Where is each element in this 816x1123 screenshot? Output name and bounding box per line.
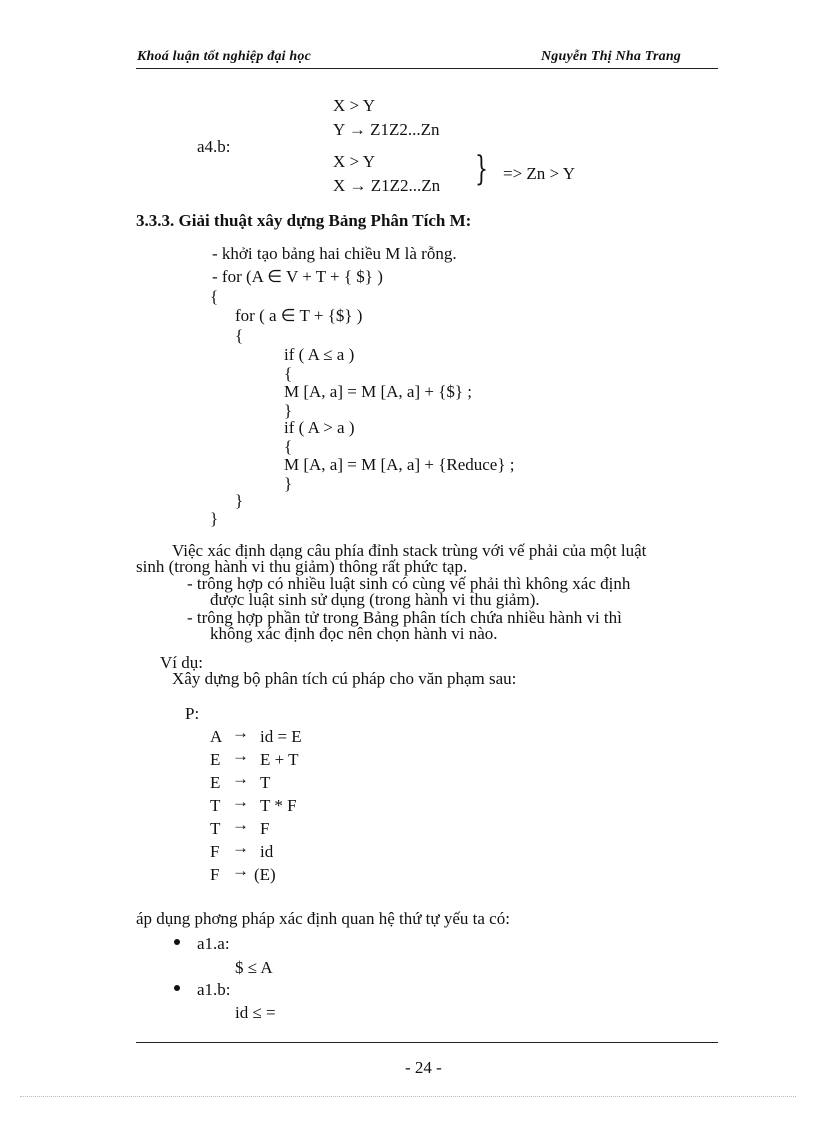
algo-line: M [A, a] = M [A, a] + {Reduce} ; bbox=[284, 455, 515, 474]
rule-rhs: E + T bbox=[260, 750, 299, 769]
rule-rhs: id = E bbox=[260, 727, 302, 746]
para-line-2: sinh (trong hành vi thu giảm) thông rất phức tạp. bbox=[136, 557, 468, 576]
algo-line: { bbox=[284, 364, 293, 383]
rule-rhs: id bbox=[260, 842, 274, 861]
a1b-expr: id ≤ = bbox=[235, 1003, 276, 1022]
right-brace-icon: } bbox=[475, 149, 488, 189]
algo-line: } bbox=[284, 401, 293, 420]
arrow-icon: → bbox=[232, 792, 249, 811]
rule-lhs: T bbox=[210, 796, 221, 815]
header-left: Khoá luận tốt nghiệp đại học bbox=[137, 49, 312, 64]
rule-lhs: E bbox=[210, 773, 221, 792]
algo-line: M [A, a] = M [A, a] + {$} ; bbox=[284, 382, 472, 401]
example-title: Ví dụ: bbox=[160, 653, 203, 672]
algo-line: if ( A > a ) bbox=[284, 418, 355, 437]
para-bullet-2b: không xác định đọc nên chọn hành vi nào. bbox=[210, 624, 498, 643]
header-rule bbox=[136, 68, 718, 69]
intro-result: => Zn > Y bbox=[503, 164, 576, 183]
para-bullet-1a: - trông hợp có nhiều luật sinh có cùng vế phải thì không xác định bbox=[187, 574, 631, 593]
arrow-icon: → bbox=[232, 815, 249, 834]
algo-line: { bbox=[235, 326, 244, 345]
rule-lhs: F bbox=[210, 865, 220, 884]
a1a-label: a1.a: bbox=[197, 934, 230, 953]
rule-rhs: (E) bbox=[254, 865, 276, 884]
rule-lhs: E bbox=[210, 750, 221, 769]
algo-line: } bbox=[284, 474, 293, 493]
bullet-icon bbox=[174, 939, 180, 945]
intro-line-1: X > Y bbox=[333, 96, 376, 115]
header-right: Nguyễn Thị Nha Trang bbox=[541, 49, 682, 64]
algo-line: - khởi tạo bảng hai chiều M là rỗng. bbox=[212, 244, 457, 263]
algo-line: } bbox=[210, 509, 219, 528]
intro-line-2: Y → Z1Z2...Zn bbox=[333, 120, 440, 139]
para-line-1: Việc xác định dạng câu phía đỉnh stack trùng với vế phải của một luật bbox=[172, 541, 647, 560]
para-bullet-2a: - trông hợp phần tử trong Bảng phân tích chứa nhiều hành vi thì bbox=[187, 608, 622, 627]
example-desc: Xây dựng bộ phân tích cú pháp cho văn phạm sau: bbox=[172, 669, 517, 688]
bullet-icon bbox=[174, 985, 180, 991]
arrow-icon: → bbox=[232, 723, 249, 742]
a1a-expr: $ ≤ A bbox=[235, 958, 273, 977]
rule-rhs: F bbox=[260, 819, 270, 838]
arrow-icon: → bbox=[232, 746, 249, 765]
arrow-icon: → bbox=[232, 861, 249, 880]
algo-line: } bbox=[235, 491, 244, 510]
rule-lhs: A bbox=[210, 727, 223, 746]
section-title: 3.3.3. Giải thuật xây dựng Bảng Phân Tích M: bbox=[136, 211, 472, 230]
grammar-label: P: bbox=[185, 704, 200, 723]
rule-lhs: F bbox=[210, 842, 220, 861]
rule-rhs: T bbox=[260, 773, 271, 792]
algo-line: - for (A ∈ V + T + { $} ) bbox=[212, 267, 383, 286]
apply-text: áp dụng phơng pháp xác định quan hệ thứ tự yếu ta có: bbox=[136, 909, 510, 928]
intro-line-3: X > Y bbox=[333, 152, 376, 171]
intro-line-4: X → Z1Z2...Zn bbox=[333, 176, 441, 195]
arrow-icon: → bbox=[232, 838, 249, 857]
footer-rule bbox=[136, 1042, 718, 1043]
para-bullet-1b: được luật sinh sử dụng (trong hành vi thu giảm). bbox=[210, 590, 540, 609]
rule-lhs: T bbox=[210, 819, 221, 838]
algo-line: { bbox=[284, 437, 293, 456]
page-number: - 24 - bbox=[405, 1058, 442, 1077]
page-edge-dots bbox=[20, 1096, 796, 1097]
arrow-icon: → bbox=[232, 769, 249, 788]
a1b-label: a1.b: bbox=[197, 980, 231, 999]
algo-line: { bbox=[210, 287, 219, 306]
algo-line: if ( A ≤ a ) bbox=[284, 345, 355, 364]
rule-rhs: T * F bbox=[260, 796, 297, 815]
algo-line: for ( a ∈ T + {$} ) bbox=[235, 306, 363, 325]
intro-label: a4.b: bbox=[197, 137, 231, 156]
